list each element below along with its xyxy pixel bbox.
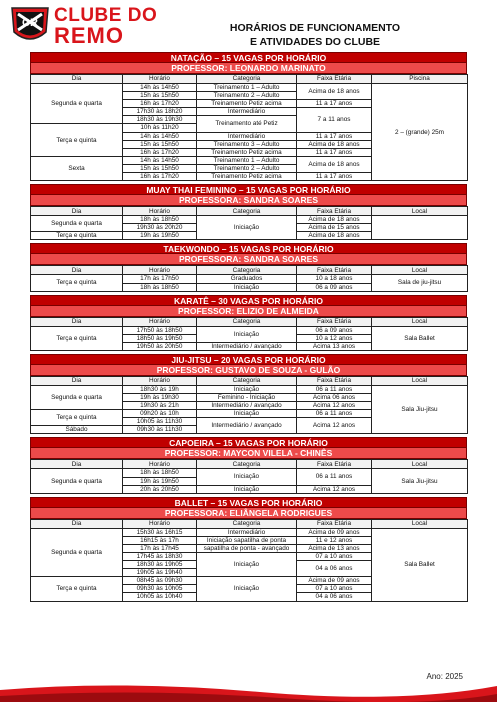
day-cell: Terça e quinta (31, 577, 123, 601)
page-title-line2: E ATIVIDADES DO CLUBE (249, 36, 381, 48)
time-cell: 19h50 às 20h50 (123, 342, 197, 350)
day-cell: Terça e quinta (31, 326, 123, 350)
time-cell: 19h30 às 20h20 (123, 224, 197, 232)
year-label: Ano: 2025 (426, 672, 463, 681)
category-cell: sapatilha de ponta - avançado (197, 544, 297, 552)
muaythai-table (30, 206, 468, 240)
age-cell: Acima de 18 anos (297, 84, 372, 100)
category-cell: Feminino - Iniciação (197, 393, 297, 401)
local-cell: Sala Jiu-jitsu (372, 469, 468, 493)
header-horario: Horário (123, 317, 197, 326)
time-cell: 18h às 18h50 (123, 283, 197, 291)
logo-text-bottom: REMO (54, 23, 124, 48)
time-cell: 18h às 18h50 (123, 469, 197, 477)
jiujitsu-title: JIU-JITSU – 20 VAGAS POR HORÁRIO (30, 354, 467, 365)
category-cell: Iniciação (197, 216, 297, 240)
header-local: Local (372, 266, 468, 275)
time-cell: 10h às 11h20 (123, 124, 197, 132)
header-faixa: Faixa Etária (297, 75, 372, 84)
taekwondo-title: TAEKWONDO – 15 VAGAS POR HORÁRIO (30, 243, 467, 254)
age-cell: 07 a 10 anos (297, 585, 372, 593)
age-cell: 11 e 12 anos (297, 536, 372, 544)
header-categoria: Categoria (197, 460, 297, 469)
age-cell: 04 a 06 anos (297, 561, 372, 577)
category-cell: Treinamento Petiz acima (197, 173, 297, 181)
age-cell: 11 a 17 anos (297, 100, 372, 108)
age-cell: 06 a 11 anos (297, 410, 372, 418)
header-dia: Dia (31, 519, 123, 528)
age-cell: Acima de 15 anos (297, 224, 372, 232)
category-cell: Treinamento 1 – Adulto (197, 84, 297, 92)
day-cell: Terça e quinta (31, 124, 123, 156)
time-cell: 19h30 às 21h (123, 402, 197, 410)
age-cell: Acima de 18 anos (297, 216, 372, 224)
day-cell: Segunda e quarta (31, 216, 123, 232)
age-cell: Acima de 18 anos (297, 232, 372, 240)
local-cell: Sala Ballet (372, 326, 468, 350)
table-row (31, 275, 468, 283)
category-cell: Iniciação (197, 485, 297, 493)
category-cell: Graduados (197, 275, 297, 283)
header-dia: Dia (31, 376, 123, 385)
header-horario: Horário (123, 75, 197, 84)
category-cell: Iniciação sapatilha de ponta (197, 536, 297, 544)
header-categoria: Categoria (197, 519, 297, 528)
table-row (31, 84, 468, 92)
age-cell: Acima de 18 anos (297, 156, 372, 172)
time-cell: 14h às 14h50 (123, 132, 197, 140)
time-cell: 14h às 14h50 (123, 156, 197, 164)
header-categoria: Categoria (197, 317, 297, 326)
age-cell: 06 a 09 anos (297, 283, 372, 291)
table-row (31, 528, 468, 536)
header-categoria: Categoria (197, 266, 297, 275)
karate-professor: PROFESSOR: ELIZIO DE ALMEIDA (30, 306, 467, 317)
age-cell: 04 a 06 anos (297, 593, 372, 601)
table-row (31, 469, 468, 477)
category-cell: Treinamento 1 – Adulto (197, 156, 297, 164)
time-cell: 18h30 às 19h05 (123, 561, 197, 569)
footer-wave-decoration (0, 680, 497, 702)
time-cell: 18h30 às 19h30 (123, 116, 197, 124)
header-faixa: Faixa Etária (297, 519, 372, 528)
category-cell: Intermediário (197, 132, 297, 140)
ballet-professor: PROFESSORA: ELIÂNGELA RODRIGUES (30, 508, 467, 519)
jiujitsu-professor: PROFESSOR: GUSTAVO DE SOUZA - GULÃO (30, 365, 467, 376)
header-horario: Horário (123, 519, 197, 528)
category-cell: Iniciação (197, 469, 297, 485)
header-local: Local (372, 317, 468, 326)
header-faixa: Faixa Etária (297, 266, 372, 275)
header-categoria: Categoria (197, 207, 297, 216)
age-cell: 10 a 12 anos (297, 334, 372, 342)
age-cell: Acima de 09 anos (297, 577, 372, 585)
natacao-table (30, 74, 468, 181)
time-cell: 19h às 19h50 (123, 232, 197, 240)
header-horario: Horário (123, 207, 197, 216)
age-cell: Acima 13 anos (297, 342, 372, 350)
table-header-row (31, 376, 468, 385)
age-cell: Acima 12 anos (297, 418, 372, 434)
age-cell: Acima de 18 anos (297, 140, 372, 148)
time-cell: 09h20 às 10h (123, 410, 197, 418)
category-cell: Treinamento 2 – Adulto (197, 164, 297, 172)
local-cell: Sala Ballet (372, 528, 468, 601)
time-cell: 18h50 às 19h50 (123, 334, 197, 342)
svg-text:CR: CR (22, 17, 38, 29)
time-cell: 09h30 às 10h05 (123, 585, 197, 593)
time-cell: 09h30 às 11h30 (123, 426, 197, 434)
pool-cell: 2 – (grande) 25m (372, 84, 468, 181)
table-row (31, 326, 468, 334)
header-horario: Horário (123, 376, 197, 385)
time-cell: 16h15 às 17h (123, 536, 197, 544)
time-cell: 10h05 às 10h40 (123, 593, 197, 601)
day-cell: Segunda e quarta (31, 528, 123, 577)
karate-title: KARATÊ – 30 VAGAS POR HORÁRIO (30, 295, 467, 306)
header-piscina: Piscina (372, 75, 468, 84)
natacao-title: NATAÇÃO – 15 VAGAS POR HORÁRIO (30, 52, 467, 63)
header-horario: Horário (123, 460, 197, 469)
category-cell: Iniciação (197, 553, 297, 577)
time-cell: 20h às 20h50 (123, 485, 197, 493)
table-row (31, 216, 468, 224)
jiujitsu-table (30, 376, 468, 435)
header-local: Local (372, 519, 468, 528)
age-cell: 11 a 17 anos (297, 173, 372, 181)
category-cell: Treinamento 3 – Adulto (197, 140, 297, 148)
local-cell: Sala Jiu-jitsu (372, 385, 468, 434)
time-cell: 14h às 14h50 (123, 84, 197, 92)
age-cell: Acima 12 anos (297, 402, 372, 410)
ballet-table (30, 519, 468, 602)
local-cell (372, 216, 468, 240)
category-cell: Iniciação (197, 577, 297, 601)
table-header-row (31, 207, 468, 216)
header-categoria: Categoria (197, 376, 297, 385)
category-cell: Iniciação (197, 385, 297, 393)
time-cell: 15h às 15h50 (123, 140, 197, 148)
header-faixa: Faixa Etária (297, 460, 372, 469)
muaythai-professor: PROFESSORA: SANDRA SOARES (30, 195, 467, 206)
time-cell: 18h30 às 19h (123, 385, 197, 393)
taekwondo-table (30, 265, 468, 291)
age-cell: Acima 06 anos (297, 393, 372, 401)
capoeira-professor: PROFESSOR: MAYCON VILELA - CHINÊS (30, 448, 467, 459)
header-local: Local (372, 207, 468, 216)
header-dia: Dia (31, 207, 123, 216)
age-cell: Acima de 13 anos (297, 544, 372, 552)
time-cell: 19h às 19h50 (123, 477, 197, 485)
logo-text-top: CLUBE DO (54, 5, 158, 26)
header-faixa: Faixa Etária (297, 317, 372, 326)
table-header-row (31, 460, 468, 469)
time-cell: 15h às 15h50 (123, 164, 197, 172)
age-cell: 7 a 11 anos (297, 108, 372, 132)
time-cell: 15h30 às 16h15 (123, 528, 197, 536)
day-cell: Terça e quinta (31, 410, 123, 426)
table-header-row (31, 519, 468, 528)
day-cell: Sexta (31, 156, 123, 180)
capoeira-title: CAPOEIRA – 15 VAGAS POR HORÁRIO (30, 437, 467, 448)
time-cell: 16h às 17h20 (123, 148, 197, 156)
time-cell: 17h50 às 18h50 (123, 326, 197, 334)
category-cell: Intermediário / avançado (197, 342, 297, 350)
time-cell: 17h às 17h50 (123, 275, 197, 283)
header-faixa: Faixa Etária (297, 207, 372, 216)
local-cell: Sala de jiu-jitsu (372, 275, 468, 291)
category-cell: Iniciação (197, 326, 297, 342)
muaythai-title: MUAY THAI FEMININO – 15 VAGAS POR HORÁRIO (30, 184, 467, 195)
table-header-row (31, 266, 468, 275)
header-dia: Dia (31, 460, 123, 469)
age-cell: 06 a 09 anos (297, 326, 372, 334)
time-cell: 18h às 18h50 (123, 216, 197, 224)
capoeira-table (30, 459, 468, 493)
table-header-row (31, 75, 468, 84)
time-cell: 10h05 às 11h30 (123, 418, 197, 426)
club-crest-icon (10, 4, 50, 46)
header-local: Local (372, 376, 468, 385)
category-cell: Treinamento Petiz acima (197, 100, 297, 108)
time-cell: 17h30 às 18h20 (123, 108, 197, 116)
time-cell: 15h às 15h50 (123, 92, 197, 100)
header-local: Local (372, 460, 468, 469)
category-cell: Treinamento Petiz acima (197, 148, 297, 156)
age-cell: 06 a 11 anos (297, 469, 372, 485)
age-cell: 11 a 17 anos (297, 132, 372, 140)
time-cell: 19h às 19h30 (123, 393, 197, 401)
club-logo (10, 4, 160, 46)
day-cell: Terça e quinta (31, 232, 123, 240)
schedule-sheet (30, 52, 467, 602)
age-cell: 11 a 17 anos (297, 148, 372, 156)
karate-table (30, 317, 468, 351)
category-cell: Intermediário (197, 528, 297, 536)
header-faixa: Faixa Etária (297, 376, 372, 385)
time-cell: 08h45 às 09h30 (123, 577, 197, 585)
category-cell: Intermediário / avançado (197, 402, 297, 410)
age-cell: 06 a 11 anos (297, 385, 372, 393)
ballet-title: BALLET – 15 VAGAS POR HORÁRIO (30, 497, 467, 508)
category-cell: Iniciação (197, 410, 297, 418)
category-cell: Intermediário (197, 108, 297, 116)
taekwondo-professor: PROFESSORA: SANDRA SOARES (30, 254, 467, 265)
time-cell: 16h às 17h20 (123, 100, 197, 108)
age-cell: Acima 12 anos (297, 485, 372, 493)
time-cell: 17h às 17h45 (123, 544, 197, 552)
header-dia: Dia (31, 317, 123, 326)
day-cell: Terça e quinta (31, 275, 123, 291)
day-cell: Sábado (31, 426, 123, 434)
age-cell: Acima de 09 anos (297, 528, 372, 536)
category-cell: Treinamento 2 – Adulto (197, 92, 297, 100)
page-title-line1: HORÁRIOS DE FUNCIONAMENTO (229, 22, 401, 34)
header-horario: Horário (123, 266, 197, 275)
header-categoria: Categoria (197, 75, 297, 84)
time-cell: 16h às 17h20 (123, 173, 197, 181)
time-cell: 19h05 às 19h40 (123, 569, 197, 577)
category-cell: Intermediário / avançado (197, 418, 297, 434)
day-cell: Segunda e quarta (31, 84, 123, 124)
table-header-row (31, 317, 468, 326)
day-cell: Segunda e quarta (31, 385, 123, 409)
age-cell: 10 a 18 anos (297, 275, 372, 283)
table-row (31, 385, 468, 393)
category-cell: Iniciação (197, 283, 297, 291)
age-cell: 07 a 10 anos (297, 553, 372, 561)
time-cell: 17h45 às 18h30 (123, 553, 197, 561)
category-cell: Treinamento até Petiz (197, 116, 297, 132)
day-cell: Segunda e quarta (31, 469, 123, 493)
header-dia: Dia (31, 75, 123, 84)
header-dia: Dia (31, 266, 123, 275)
natacao-professor: PROFESSOR: LEONARDO MARINATO (30, 63, 467, 74)
